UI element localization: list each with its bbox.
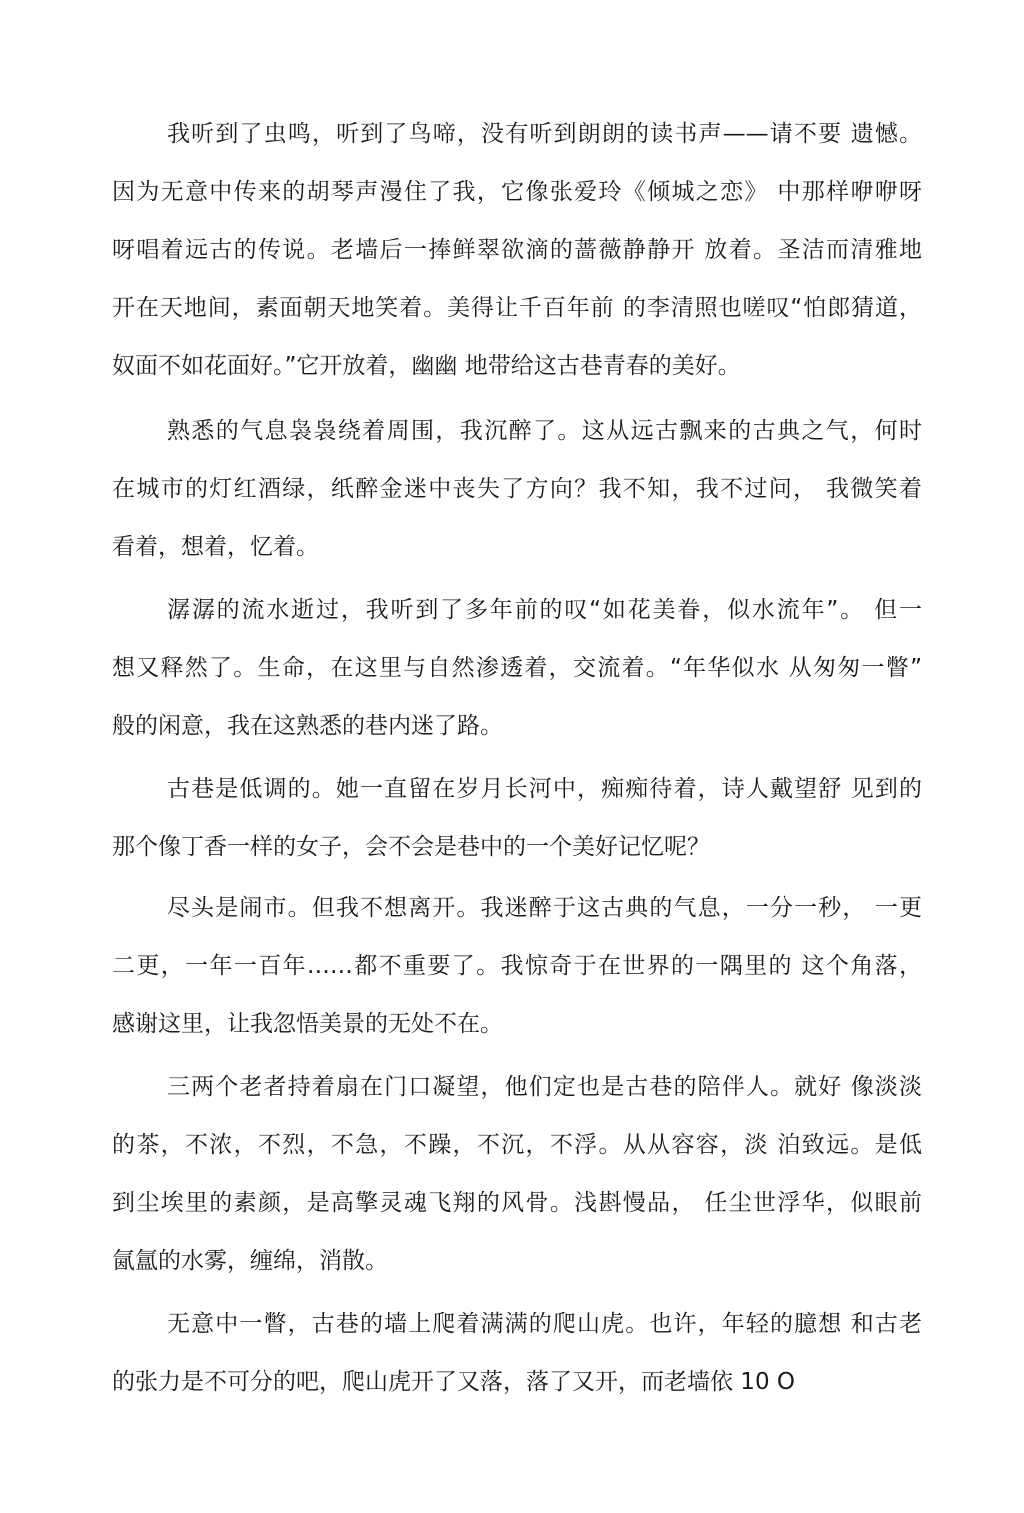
text-line: 潺潺的流水逝过，我听到了多年前的叹“如花美眷，似水流年”。 但一 [167,597,922,623]
text-line: 的张力是不可分的吧，爬山虎开了又落，落了又开，而老墙依 10 O [112,1369,795,1395]
text-line: 呀唱着远古的传说。老墙后一捧鲜翠欲滴的蔷薇静静开 放着。圣洁而清雅地 [112,237,922,263]
text-line: 三两个老者持着扇在门口凝望，他们定也是古巷的陪伴人。就好 像淡淡 [167,1074,922,1100]
text-line: 尽头是闹市。但我不想离开。我迷醉于这古典的气息，一分一秒， 一更 [167,895,922,921]
text-line: 般的闲意，我在这熟悉的巷内迷了路。 [112,713,503,739]
text-line: 古巷是低调的。她一直留在岁月长河中，痴痴待着，诗人戴望舒 见到的 [167,776,922,802]
text-line: 奴面不如花面好。”它开放着，幽幽 地带给这古巷青春的美好。 [112,353,741,379]
text-line: 熟悉的气息袅袅绕着周围，我沉醉了。这从远古飘来的古典之气，何时 [167,418,922,444]
text-line: 的茶，不浓，不烈，不急，不躁，不沉，不浮。从从容容，淡 泊致远。是低 [112,1132,922,1158]
text-line: 看着，想着，忆着。 [112,534,319,560]
text-line: 因为无意中传来的胡琴声漫住了我，它像张爱玲《倾城之恋》 中那样咿咿呀 [112,179,922,205]
text-line: 那个像丁香一样的女子，会不会是巷中的一个美好记忆呢？ [112,834,710,860]
text-line: 我听到了虫鸣，听到了鸟啼，没有听到朗朗的读书声——请不要 遗憾。 [167,121,922,147]
text-line: 到尘埃里的素颜，是高擎灵魂飞翔的风骨。浅斟慢品， 任尘世浮华，似眼前 [112,1190,922,1216]
text-line: 氤氲的水雾，缠绵，消散。 [112,1248,388,1274]
text-line: 想又释然了。生命，在这里与自然渗透着，交流着。“年华似水 从匆匆一瞥” [112,655,922,681]
text-line: 开在天地间，素面朝天地笑着。美得让千百年前 的李清照也嗟叹“怕郎猜道， [112,295,922,321]
text-line: 在城市的灯红酒绿，纸醉金迷中丧失了方向？我不知，我不过问， 我微笑着 [112,476,922,502]
text-line: 无意中一瞥，古巷的墙上爬着满满的爬山虎。也许，年轻的臆想 和古老 [167,1311,922,1337]
text-line: 感谢这里，让我忽悟美景的无处不在。 [112,1011,503,1037]
text-line: 二更，一年一百年……都不重要了。我惊奇于在世界的一隅里的 这个角落， [112,953,922,979]
